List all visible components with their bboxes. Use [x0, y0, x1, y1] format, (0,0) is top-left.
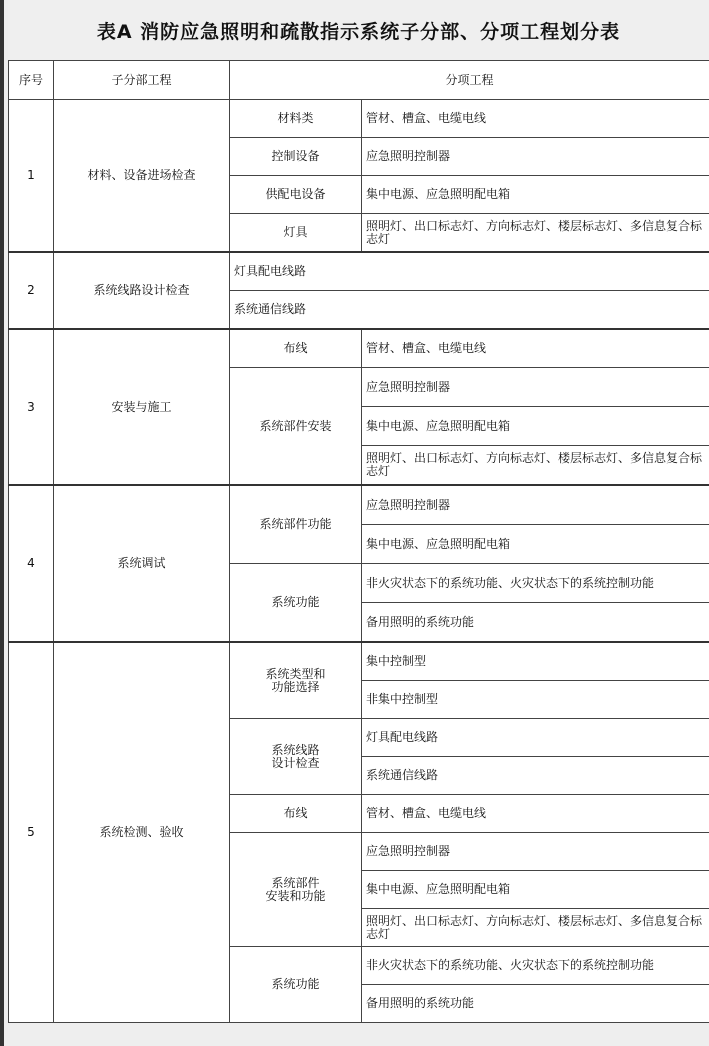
seq-cell: 1 [9, 100, 54, 253]
category-line: 系统部件 [271, 875, 320, 890]
detail-cell: 照明灯、出口标志灯、方向标志灯、楼层标志灯、多信息复合标志灯 [362, 214, 709, 253]
category-cell: 灯具 [230, 214, 362, 253]
category-cell: 材料类 [230, 100, 362, 138]
subdivision-cell: 系统调试 [54, 485, 230, 642]
category-cell [230, 642, 362, 719]
subdivision-cell: 安装与施工 [54, 329, 230, 485]
table-header-row [9, 61, 709, 100]
category-line: 系统类型和 [265, 666, 326, 681]
table-row [9, 252, 709, 291]
category-line: 系统线路 [271, 742, 320, 757]
category-cell: 控制设备 [230, 138, 362, 176]
detail-cell: 集中电源、应急照明配电箱 [362, 176, 709, 214]
category-cell: 系统部件安装 [230, 368, 362, 486]
detail-cell: 照明灯、出口标志灯、方向标志灯、楼层标志灯、多信息复合标志灯 [362, 909, 709, 947]
table-row [9, 485, 709, 525]
header-seq: 序号 [9, 61, 54, 100]
detail-cell: 管材、槽盒、电缆电线 [362, 329, 709, 368]
detail-cell: 备用照明的系统功能 [362, 603, 709, 643]
table-row [9, 329, 709, 368]
subdivision-cell: 材料、设备进场检查 [54, 100, 230, 253]
category-cell: 布线 [230, 329, 362, 368]
category-line: 设计检查 [271, 755, 320, 770]
detail-cell: 集中电源、应急照明配电箱 [362, 525, 709, 564]
division-table [8, 60, 709, 1023]
detail-cell: 集中控制型 [362, 642, 709, 681]
detail-cell: 管材、槽盒、电缆电线 [362, 795, 709, 833]
detail-cell: 系统通信线路 [230, 291, 709, 330]
detail-cell: 照明灯、出口标志灯、方向标志灯、楼层标志灯、多信息复合标志灯 [362, 446, 709, 486]
detail-cell: 备用照明的系统功能 [362, 985, 709, 1023]
detail-cell: 灯具配电线路 [362, 719, 709, 757]
page-title: 表A 消防应急照明和疏散指示系统子分部、分项工程划分表 [8, 0, 709, 60]
detail-cell: 集中电源、应急照明配电箱 [362, 407, 709, 446]
detail-cell: 应急照明控制器 [362, 833, 709, 871]
detail-cell: 集中电源、应急照明配电箱 [362, 871, 709, 909]
category-cell [230, 719, 362, 795]
seq-cell: 4 [9, 485, 54, 642]
header-subdivision: 子分部工程 [54, 61, 230, 100]
category-cell: 布线 [230, 795, 362, 833]
category-line: 安装和功能 [265, 888, 326, 903]
detail-cell: 非集中控制型 [362, 681, 709, 719]
detail-cell: 应急照明控制器 [362, 368, 709, 407]
category-cell: 系统功能 [230, 947, 362, 1023]
subdivision-cell: 系统线路设计检查 [54, 252, 230, 329]
category-cell: 供配电设备 [230, 176, 362, 214]
detail-cell: 系统通信线路 [362, 757, 709, 795]
detail-cell: 管材、槽盒、电缆电线 [362, 100, 709, 138]
seq-cell: 5 [9, 642, 54, 1023]
category-cell [230, 833, 362, 947]
detail-cell: 灯具配电线路 [230, 252, 709, 291]
category-cell: 系统部件功能 [230, 485, 362, 564]
header-item: 分项工程 [230, 61, 709, 100]
table-row [9, 642, 709, 681]
detail-cell: 非火灾状态下的系统功能、火灾状态下的系统控制功能 [362, 947, 709, 985]
seq-cell: 3 [9, 329, 54, 485]
table-row [9, 100, 709, 138]
detail-cell: 应急照明控制器 [362, 138, 709, 176]
category-line: 功能选择 [271, 679, 320, 694]
seq-cell: 2 [9, 252, 54, 329]
detail-cell: 应急照明控制器 [362, 485, 709, 525]
subdivision-cell: 系统检测、验收 [54, 642, 230, 1023]
detail-cell: 非火灾状态下的系统功能、火灾状态下的系统控制功能 [362, 564, 709, 603]
category-cell: 系统功能 [230, 564, 362, 643]
